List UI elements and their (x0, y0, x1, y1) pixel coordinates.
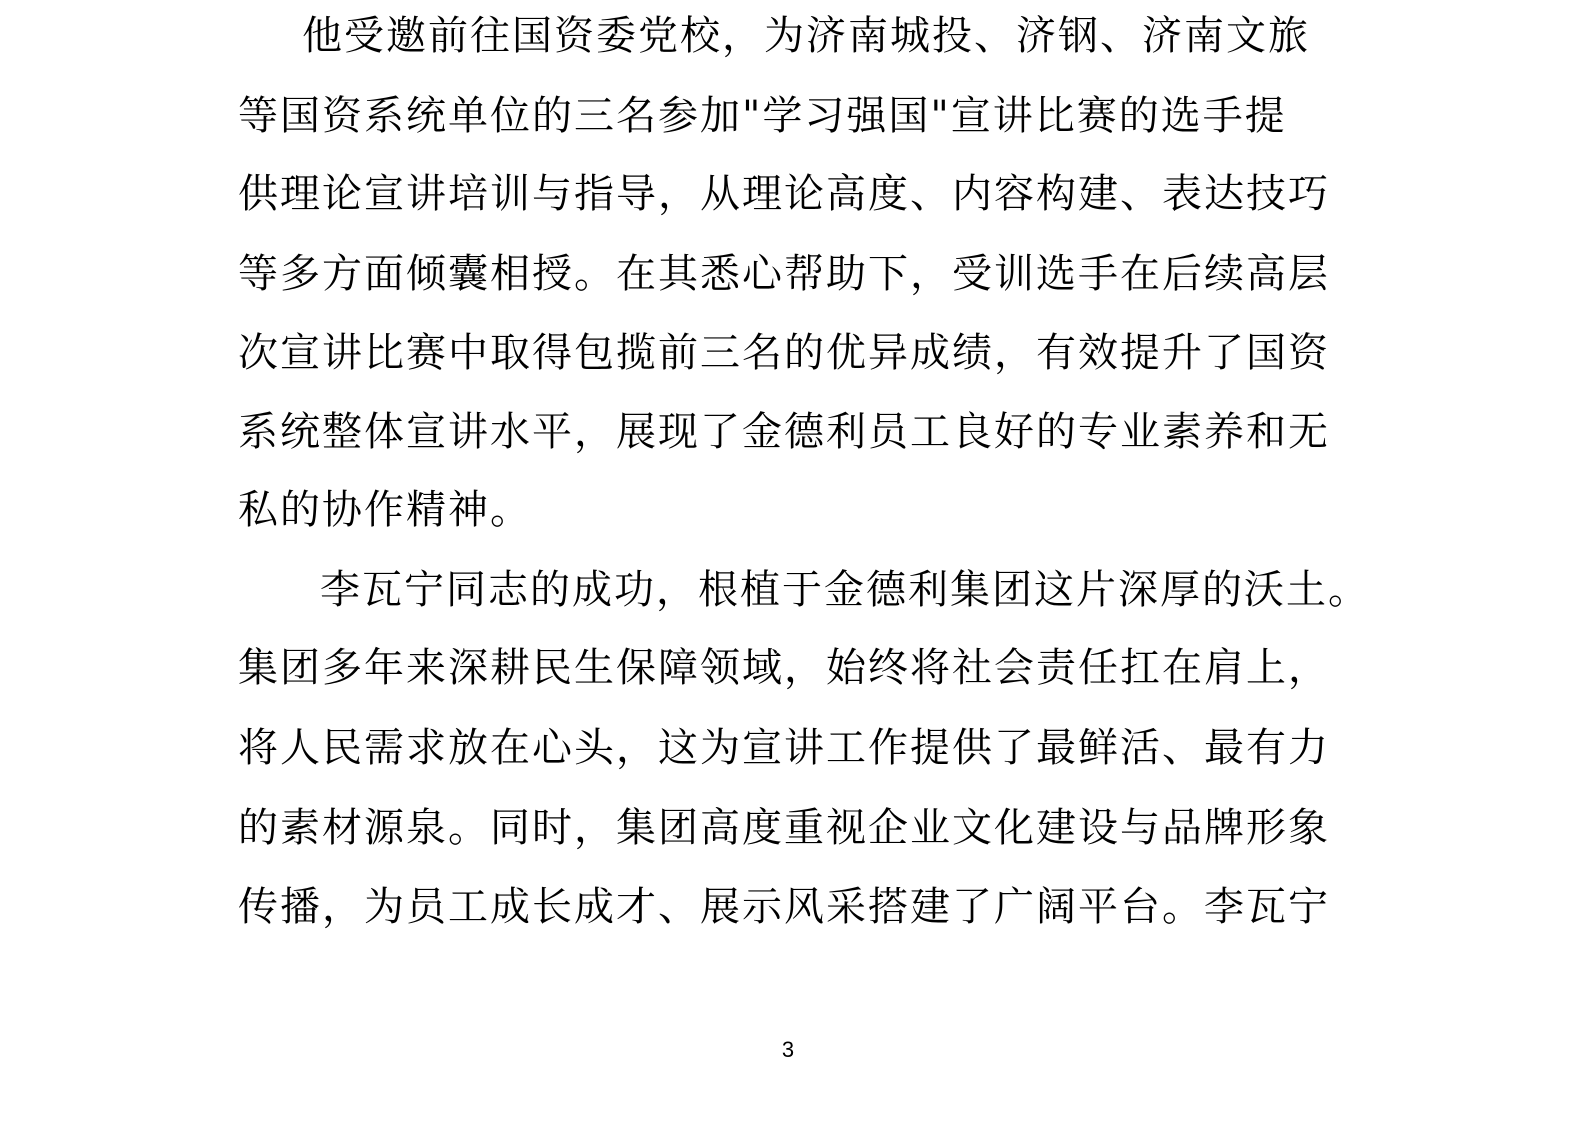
page-number: 3 (781, 1037, 795, 1062)
paragraph-2-line-1: 李瓦宁同志的成功，根植于金德利集团这片深厚的沃土。 (320, 567, 1370, 613)
paragraph-2-line-5: 传播，为员工成长成才、展示风采搭建了广阔平台。李瓦宁 (238, 884, 1330, 930)
paragraph-1-line-6: 系统整体宣讲水平，展现了金德利员工良好的专业素养和无 (238, 409, 1330, 455)
paragraph-1-line-3: 供理论宣讲培训与指导，从理论高度、内容构建、表达技巧 (238, 171, 1330, 217)
paragraph-1-line-5: 次宣讲比赛中取得包揽前三名的优异成绩，有效提升了国资 (238, 330, 1330, 376)
paragraph-1-line-4: 等多方面倾囊相授。在其悉心帮助下，受训选手在后续高层 (238, 251, 1330, 297)
paragraph-1-line-7: 私的协作精神。 (238, 487, 532, 533)
paragraph-2-line-4: 的素材源泉。同时，集团高度重视企业文化建设与品牌形象 (238, 805, 1330, 851)
paragraph-2-line-2: 集团多年来深耕民生保障领域，始终将社会责任扛在肩上， (238, 645, 1330, 691)
paragraph-1-line-1: 他受邀前往国资委党校，为济南城投、济钢、济南文旅 (302, 13, 1310, 59)
paragraph-1-line-2: 等国资系统单位的三名参加"学习强国"宣讲比赛的选手提 (238, 93, 1287, 139)
paragraph-2-line-3: 将人民需求放在心头，这为宣讲工作提供了最鲜活、最有力 (238, 725, 1330, 771)
